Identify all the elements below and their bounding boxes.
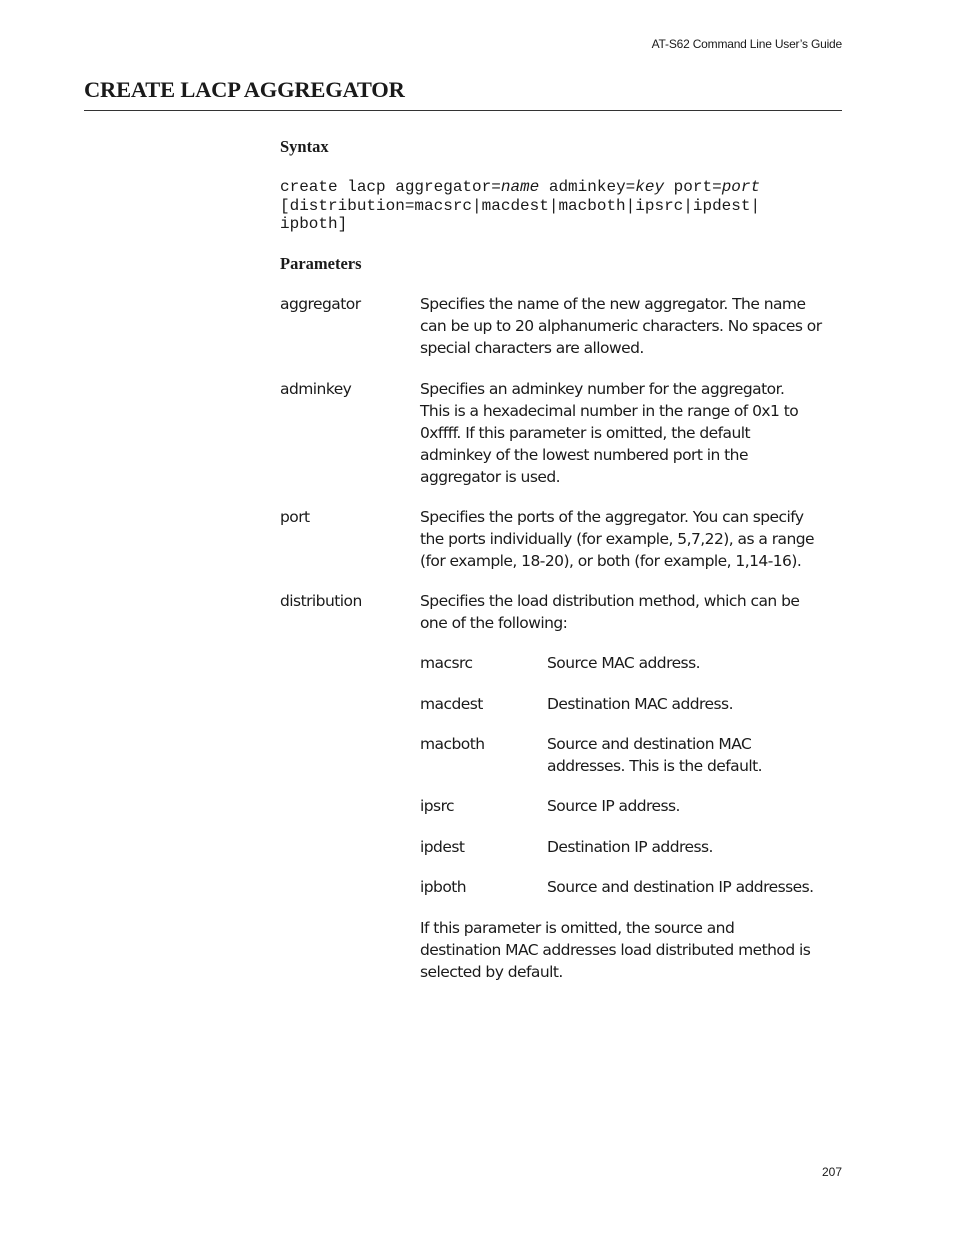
option-desc-macsrc: Source MAC address. — [547, 654, 700, 672]
param-name-distribution: distribution — [280, 592, 362, 610]
desc-line: addresses. This is the default. — [547, 757, 763, 775]
code-text: create lacp aggregator= — [280, 178, 501, 196]
desc-line: Specifies the name of the new aggregator. The name — [420, 295, 806, 313]
running-header: AT-S62 Command Line User’s Guide — [651, 37, 842, 51]
desc-line: Specifies an adminkey number for the aggregator. — [420, 380, 785, 398]
desc-line: selected by default. — [420, 963, 563, 981]
desc-line: If this parameter is omitted, the source and — [420, 919, 735, 937]
param-name-adminkey: adminkey — [280, 380, 352, 398]
option-name-macdest: macdest — [420, 695, 483, 713]
param-name-aggregator: aggregator — [280, 295, 361, 313]
desc-line: one of the following: — [420, 614, 568, 632]
desc-line: aggregator is used. — [420, 468, 561, 486]
distribution-default-note — [420, 917, 845, 983]
param-desc-adminkey — [420, 378, 845, 488]
option-name-macboth: macboth — [420, 735, 485, 753]
desc-line: special characters are allowed. — [420, 339, 644, 357]
parameters-heading: Parameters — [280, 254, 362, 273]
desc-line: destination MAC addresses load distributed method is — [420, 941, 811, 959]
desc-line: This is a hexadecimal number in the range of 0x1 to — [420, 402, 799, 420]
desc-line: the ports individually (for example, 5,7,22), as a range — [420, 530, 815, 548]
option-name-ipsrc: ipsrc — [420, 797, 455, 815]
code-variable: port — [721, 178, 761, 196]
param-desc-distribution — [420, 590, 845, 634]
desc-line: Source and destination MAC — [547, 735, 752, 753]
option-name-ipboth: ipboth — [420, 878, 467, 896]
desc-line: can be up to 20 alphanumeric characters. No spaces or — [420, 317, 822, 335]
page-title: CREATE LACP AGGREGATOR — [84, 77, 405, 102]
desc-line: 0xffff. If this parameter is omitted, the default — [420, 424, 751, 442]
desc-line: Specifies the ports of the aggregator. You can specify — [420, 508, 804, 526]
param-name-port: port — [280, 508, 310, 526]
desc-line: Specifies the load distribution method, which can be — [420, 592, 800, 610]
syntax-code-line1 — [280, 178, 760, 196]
code-text: port= — [664, 178, 722, 196]
syntax-heading: Syntax — [280, 137, 329, 156]
syntax-code — [280, 178, 760, 234]
desc-line: adminkey of the lowest numbered port in the — [420, 446, 748, 464]
syntax-code-line2: [distribution=macsrc|macdest|macboth|ipsrc|ipdest| — [280, 196, 761, 215]
param-desc-aggregator — [420, 293, 845, 359]
option-desc-macdest: Destination MAC address. — [547, 695, 733, 713]
title-rule — [84, 110, 842, 111]
option-desc-ipdest: Destination IP address. — [547, 838, 713, 856]
option-desc-ipboth: Source and destination IP addresses. — [547, 878, 814, 896]
option-name-ipdest: ipdest — [420, 838, 465, 856]
page-number: 207 — [821, 1165, 842, 1179]
option-desc-macboth — [547, 733, 847, 777]
code-variable: name — [500, 178, 540, 196]
option-desc-ipsrc: Source IP address. — [547, 797, 680, 815]
param-desc-port — [420, 506, 845, 572]
desc-line: (for example, 18-20), or both (for example, 1,14-16). — [420, 552, 802, 570]
code-text: adminkey= — [539, 178, 636, 196]
syntax-code-line3: ipboth] — [280, 215, 348, 233]
option-name-macsrc: macsrc — [420, 654, 473, 672]
code-variable: key — [635, 178, 665, 196]
